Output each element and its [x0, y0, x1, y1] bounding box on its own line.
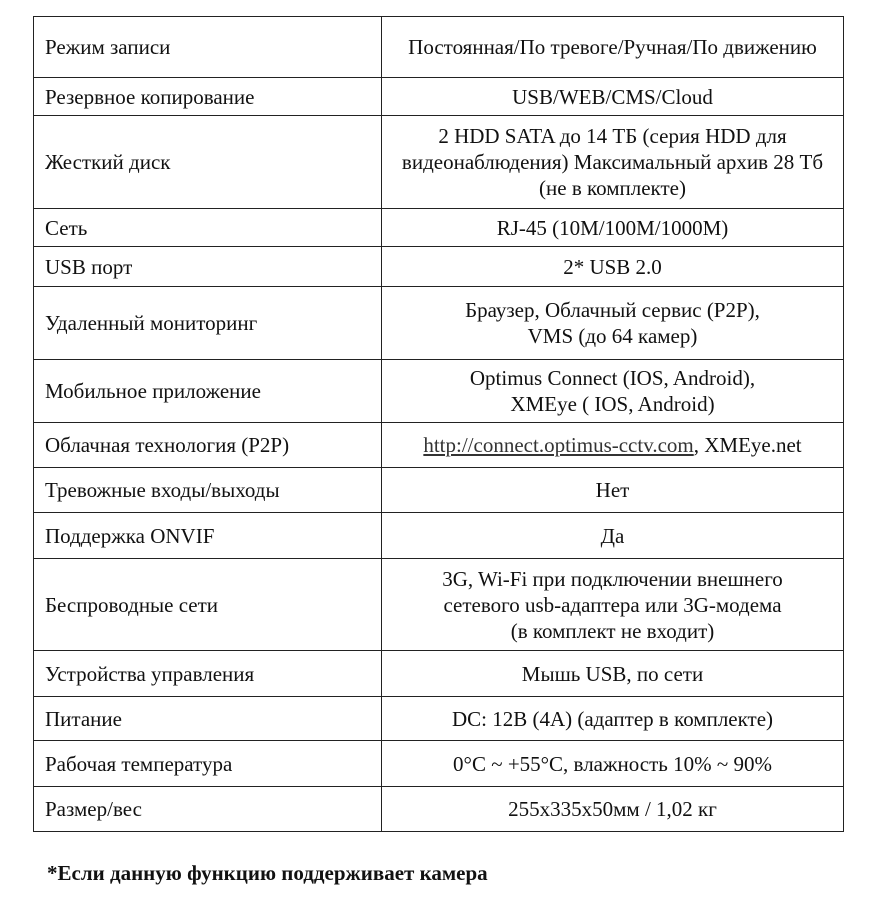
- row-value: Постоянная/По тревоге/Ручная/По движению: [382, 17, 844, 78]
- row-label: Резервное копирование: [34, 78, 382, 116]
- row-label: Беспроводные сети: [34, 559, 382, 651]
- spec-table: [33, 16, 844, 832]
- row-label: USB порт: [34, 247, 382, 287]
- row-label: Рабочая температура: [34, 741, 382, 787]
- row-label: Поддержка ONVIF: [34, 513, 382, 559]
- row-value: [382, 423, 844, 468]
- row-label: Жесткий диск: [34, 116, 382, 209]
- row-value: Нет: [382, 468, 844, 513]
- row-value: [382, 360, 844, 423]
- footnote: *Если данную функцию поддерживает камера: [47, 861, 488, 885]
- row-label: Мобильное приложение: [34, 360, 382, 423]
- table-row: [34, 651, 844, 697]
- table-row: [34, 287, 844, 360]
- table-row: [34, 697, 844, 741]
- row-value-line: VMS (до 64 камер): [527, 324, 698, 348]
- row-label: Устройства управления: [34, 651, 382, 697]
- table-row: [34, 17, 844, 78]
- row-value: 0°С ~ +55°С, влажность 10% ~ 90%: [382, 741, 844, 787]
- row-value: 2* USB 2.0: [382, 247, 844, 287]
- row-label: Удаленный мониторинг: [34, 287, 382, 360]
- table-row: [34, 78, 844, 116]
- table-row: [34, 787, 844, 832]
- table-row: [34, 559, 844, 651]
- row-value-line: сетевого usb-адаптера или 3G-модема: [443, 592, 782, 617]
- row-value: RJ-45 (10M/100M/1000M): [382, 209, 844, 247]
- row-value-line: Браузер, Облачный сервис (P2P),: [465, 298, 760, 322]
- cloud-link[interactable]: http://connect.optimus-cctv.com: [423, 433, 694, 457]
- row-value-line: XMEye ( IOS, Android): [510, 392, 715, 416]
- row-label: Облачная технология (P2P): [34, 423, 382, 468]
- row-label: Питание: [34, 697, 382, 741]
- row-label: Режим записи: [34, 17, 382, 78]
- table-row: [34, 209, 844, 247]
- row-value-line: (в комплект не входит): [510, 618, 715, 643]
- table-row: [34, 116, 844, 209]
- row-value-line: Optimus Connect (IOS, Android),: [469, 366, 756, 390]
- row-value: Мышь USB, по сети: [382, 651, 844, 697]
- row-value: 255x335x50мм / 1,02 кг: [382, 787, 844, 832]
- row-label: Сеть: [34, 209, 382, 247]
- row-label: Тревожные входы/выходы: [34, 468, 382, 513]
- row-value: DC: 12В (4А) (адаптер в комплекте): [382, 697, 844, 741]
- table-row: [34, 360, 844, 423]
- row-value: [382, 287, 844, 360]
- row-value: 2 HDD SATA до 14 ТБ (серия HDD для видеонаблюдения) Максимальный архив 28 Тб (не в комплекте): [382, 116, 844, 209]
- table-row: [34, 513, 844, 559]
- table-row: [34, 247, 844, 287]
- table-row: [34, 423, 844, 468]
- row-value: USB/WEB/CMS/Cloud: [382, 78, 844, 116]
- row-value: [382, 559, 844, 651]
- row-value-line: 3G, Wi-Fi при подключении внешнего: [442, 566, 783, 591]
- row-value-rest: , XMEye.net: [693, 433, 802, 457]
- table-row: [34, 468, 844, 513]
- row-value: Да: [382, 513, 844, 559]
- row-label: Размер/вес: [34, 787, 382, 832]
- table-row: [34, 741, 844, 787]
